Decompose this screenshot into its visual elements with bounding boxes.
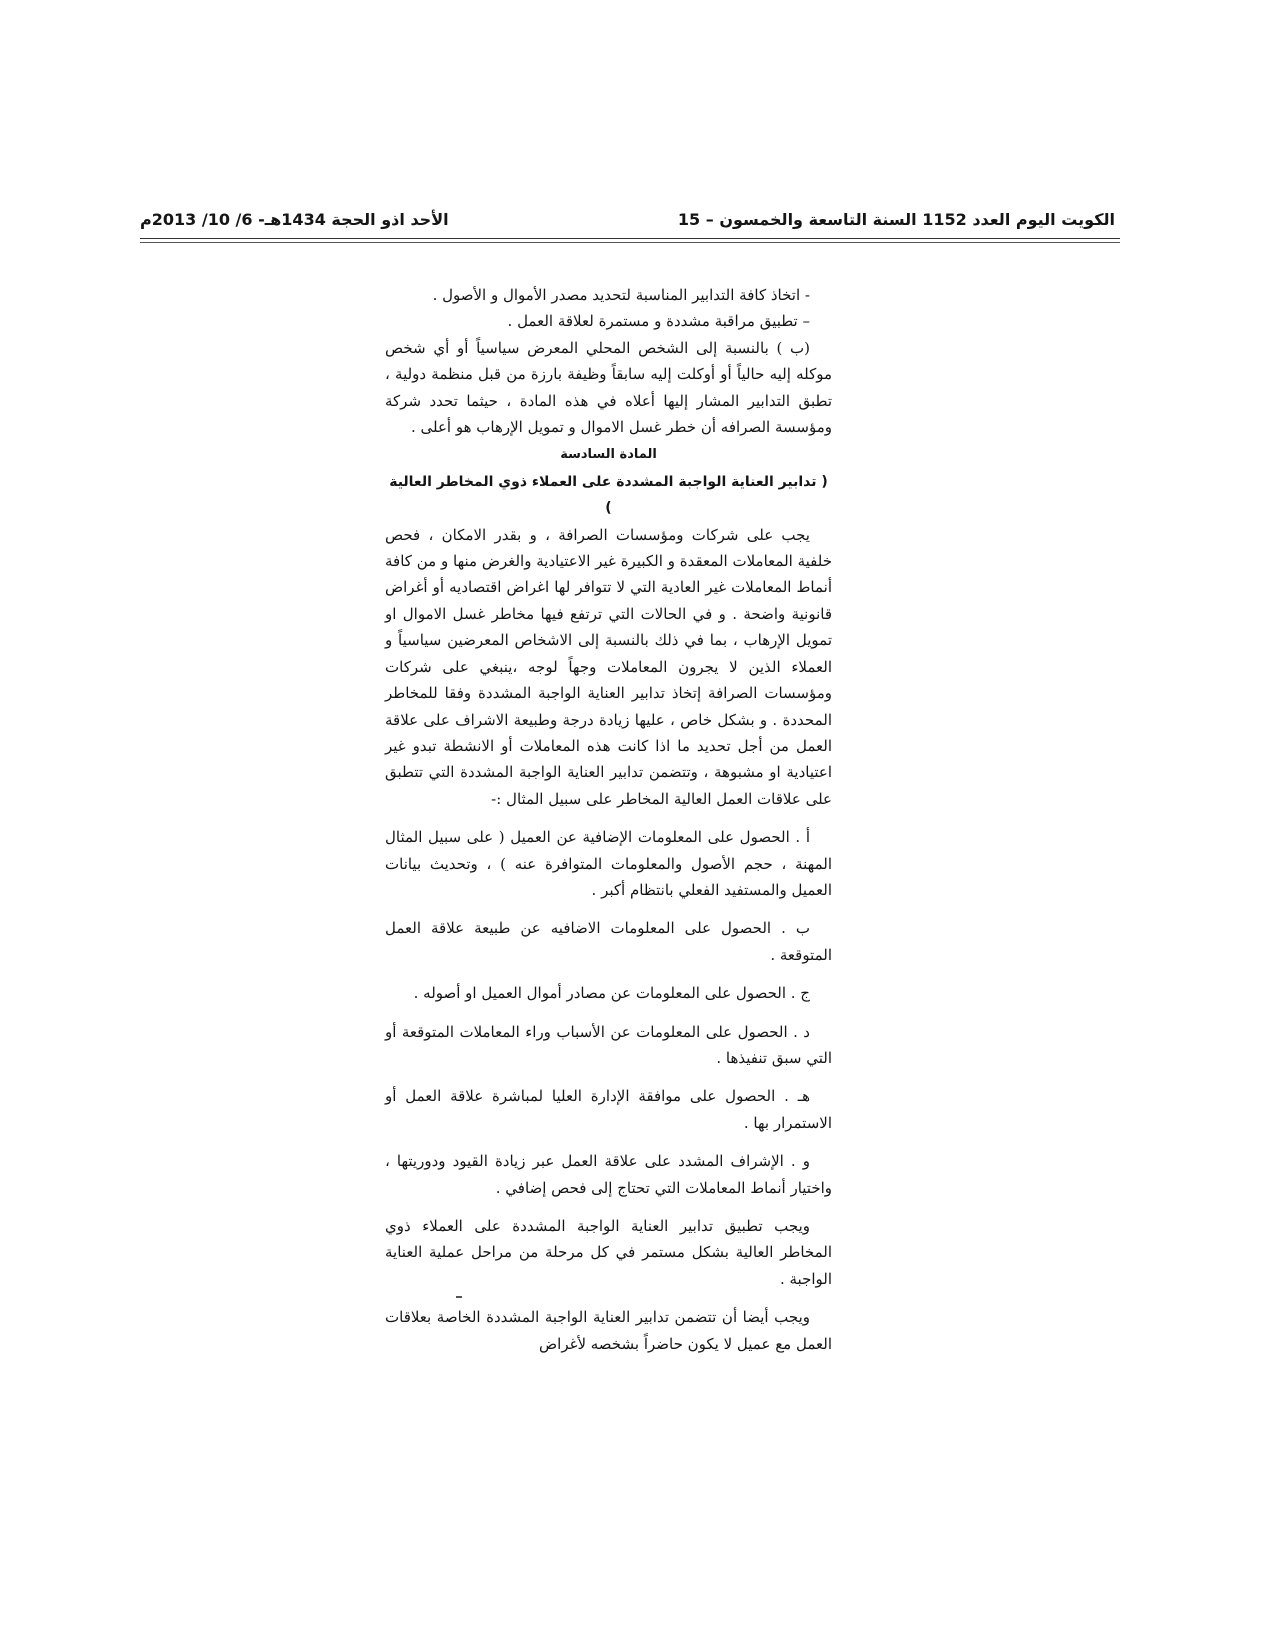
- list-item-f: و . الإشراف المشدد على علاقة العمل عبر زيادة القيود ودوريتها ، واختيار أنماط المعاملات التي تحتاج إلى فحص إضافي .: [385, 1152, 832, 1197]
- document-body: [385, 282, 832, 1357]
- scan-speck: [456, 1296, 462, 1298]
- list-item-c: ج . الحصول على المعلومات عن مصادر أموال العميل او أصوله .: [413, 984, 810, 1003]
- paragraph-non-face-to-face: ويجب أيضا أن تتضمن تدابير العناية الواجبة المشددة الخاصة بعلاقات العمل مع عميل لا يكون حاضراً بشخصه لأغراض: [385, 1308, 832, 1353]
- paragraph-source-of-funds: - اتخاذ كافة التدابير المناسبة لتحديد مصدر الأموال و الأصول .: [432, 286, 810, 304]
- list-item-b: ب . الحصول على المعلومات الاضافيه عن طبيعة علاقة العمل المتوقعة .: [385, 919, 832, 964]
- gazette-issue-info: الكويت اليوم العدد 1152 السنة التاسعة والخمسون – 15: [677, 210, 1115, 229]
- paragraph-continuous-application: ويجب تطبيق تدابير العناية الواجبة المشددة على العملاء ذوي المخاطر العالية بشكل مستمر في كل مرحلة من مراحل عملية العناية الواجبة .: [385, 1217, 832, 1288]
- paragraph-b-pep: (ب ) بالنسبة إلى الشخص المحلي المعرض سياسياً أو أي شخص موكله إليه حالياً أو أوكلت إليه سابقاً وظيفة بارزة من قبل منظمة دولية ، تطبق التدابير المشار إليها أعلاه في هذه المادة ، حيثما تحدد شركة ومؤسسة الصرافه أن خطر غسل الاموال و تمويل الإرهاب هو أعلى .: [385, 338, 832, 437]
- list-item-a: أ . الحصول على المعلومات الإضافية عن العميل ( على سبيل المثال المهنة ، حجم الأصول والمعلومات المتوافرة عنه ) ، وتحديث بيانات العميل والمستفيد الفعلي بانتظام أكبر .: [385, 828, 832, 899]
- gazette-date: الأحد اذو الحجة 1434هـ- 6/ 10/ 2013م: [140, 210, 449, 229]
- header-divider-thin: [140, 242, 1120, 243]
- article-title: المادة السادسة: [560, 447, 657, 463]
- article-subtitle: ( تدابير العناية الواجبة المشددة على العملاء ذوي المخاطر العالية ): [389, 473, 828, 517]
- paragraph-enhanced-due-diligence: يجب على شركات ومؤسسات الصرافة ، و بقدر الامكان ، فحص خلفية المعاملات المعقدة و الكبيرة غير الاعتيادية والغرض منها و من كافة أنماط المعاملات غير العادية التي لا تتوافر لها اغراض اقتصاديه أو أغراض قانونية واضحة . و في الحالات التي ترتفع فيها مخاطر غسل الاموال او تمويل الإرهاب ، بما في ذلك بالنسبة إلى الاشخاص المعرضين سياسياً و العملاء الذين لا يجرون المعاملات وجهاً لوجه ،ينبغي على شركات ومؤسسات الصرافة إتخاذ تدابير العناية الواجبة المشددة وفقا للمخاطر المحددة . و بشكل خاص ، عليها زيادة درجة وطبيعة الاشراف على علاقة العمل من أجل تحديد ما اذا كانت هذه المعاملات أو الانشطة تبدو غير اعتيادية او مشبوهة ، وتتضمن تدابير العناية الواجبة المشددة التي تتطبق على علاقات العمل العالية المخاطر على سبيل المثال :-: [385, 525, 833, 808]
- page-header: [140, 206, 1115, 236]
- list-item-e: هـ . الحصول على موافقة الإدارة العليا لمباشرة علاقة العمل أو الاستمرار بها .: [385, 1087, 832, 1132]
- header-divider: [140, 238, 1120, 239]
- list-item-d: د . الحصول على المعلومات عن الأسباب وراء المعاملات المتوقعة أو التي سبق تنفيذها .: [385, 1022, 832, 1067]
- paragraph-monitoring: – تطبيق مراقبة مشددة و مستمرة لعلاقة العمل .: [507, 312, 810, 331]
